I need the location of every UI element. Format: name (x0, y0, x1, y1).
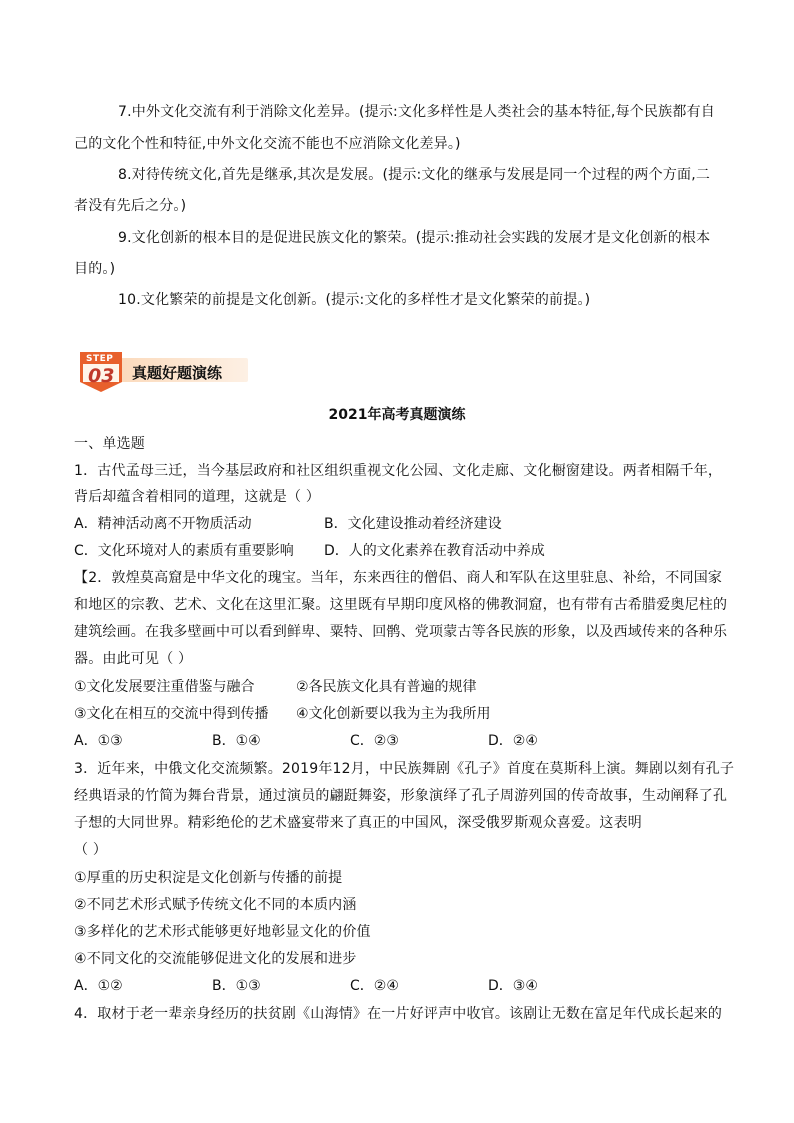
q3-line4: （ ） (74, 842, 108, 858)
q3-line1: 3．近年来，中俄文化交流频繁。2019年12月，中民族舞剧《孔子》首度在莫斯科上演。舞剧以刻有孔子 (74, 761, 735, 777)
q3-line2: 经典语录的竹简为舞台背景，通过演员的翩跹舞姿，形象演绎了孔子周游列国的传奇故事，生动阐释了孔 (74, 788, 728, 804)
q1-option-b: B．文化建设推动着经济建设 (324, 516, 502, 532)
step-label: STEP (86, 354, 114, 364)
q2-line2: 和地区的宗教、艺术、文化在这里汇聚。这里既有早期印度风格的佛教洞窟，也有带有古希腊爱奥尼柱的 (74, 597, 728, 613)
q3-statement-4: ④不同文化的交流能够促进文化的发展和进步 (74, 951, 357, 967)
review-item-7-line2: 己的文化个性和特征,中外文化交流不能也不应消除文化差异。) (74, 136, 461, 152)
q2-statement-4: ④文化创新要以我为主为我所用 (296, 706, 491, 722)
review-item-9-line1: 9.文化创新的根本目的是促进民族文化的繁荣。(提示:推动社会实践的发展才是文化创新的根本 (118, 230, 711, 246)
q1-line1: 1．古代孟母三迁，当今基层政府和社区组织重视文化公园、文化走廊、文化橱窗建设。两者相隔千年， (74, 463, 723, 479)
q2-statement-3: ③文化在相互的交流中得到传播 (74, 706, 269, 722)
step-badge (76, 352, 252, 392)
q1-option-c: C．文化环境对人的素质有重要影响 (74, 543, 294, 559)
q3-statement-1: ①厚重的历史积淀是文化创新与传播的前提 (74, 870, 343, 886)
q2-statement-1: ①文化发展要注重借鉴与融合 (74, 679, 255, 695)
q2-option-b: B．①④ (212, 733, 261, 749)
review-item-9-line2: 目的。) (74, 261, 116, 277)
q3-statement-3: ③多样化的艺术形式能够更好地彰显文化的价值 (74, 924, 371, 940)
q1-option-d: D．人的文化素养在教育活动中养成 (324, 543, 545, 559)
q3-option-a: A．①② (74, 978, 123, 994)
review-item-10: 10.文化繁荣的前提是文化创新。(提示:文化的多样性才是文化繁荣的前提。) (118, 292, 591, 308)
q1-option-a: A．精神活动离不开物质活动 (74, 516, 252, 532)
q2-line3: 建筑绘画。在我多壁画中可以看到鲜卑、粟特、回鹘、党项蒙古等各民族的形象，以及西域传来的各种乐 (74, 624, 728, 640)
q3-option-d: D．③④ (488, 978, 538, 994)
q2-option-d: D．②④ (488, 733, 538, 749)
q2-line4: 器。由此可见（ ） (74, 651, 193, 667)
q4-line1: 4．取材于老一辈亲身经历的扶贫剧《山海情》在一片好评声中收官。该剧让无数在富足年代成长起来的 (74, 1006, 723, 1022)
review-item-7-line1: 7.中外文化交流有利于消除文化差异。(提示:文化多样性是人类社会的基本特征,每个民族都有自 (118, 104, 715, 120)
q2-option-c: C．②③ (350, 733, 399, 749)
q2-line1: 【2．敦煌莫高窟是中华文化的瑰宝。当年，东来西往的僧侣、商人和军队在这里驻息、补给，不同国家 (74, 570, 723, 586)
section-title: 2021年高考真题演练 (328, 407, 466, 423)
q2-option-a: A．①③ (74, 733, 123, 749)
step-number: 03 (88, 365, 115, 387)
q1-line2: 背后却蕴含着相同的道理，这就是（ ） (74, 489, 321, 505)
review-item-8-line1: 8.对待传统文化,首先是继承,其次是发展。(提示:文化的继承与发展是同一个过程的两个方面,二 (118, 167, 711, 183)
q3-statement-2: ②不同艺术形式赋予传统文化不同的本质内涵 (74, 897, 357, 913)
step-title: 真题好题演练 (132, 364, 223, 382)
q3-line3: 子想的大同世界。精彩绝伦的艺术盛宴带来了真正的中国风，深受俄罗斯观众喜爱。这表明 (74, 815, 642, 831)
q3-option-c: C．②④ (350, 978, 399, 994)
review-item-8-line2: 者没有先后之分。) (74, 198, 187, 214)
part-heading: 一、单选题 (74, 436, 145, 452)
q3-option-b: B．①③ (212, 978, 261, 994)
q2-statement-2: ②各民族文化具有普遍的规律 (296, 679, 477, 695)
